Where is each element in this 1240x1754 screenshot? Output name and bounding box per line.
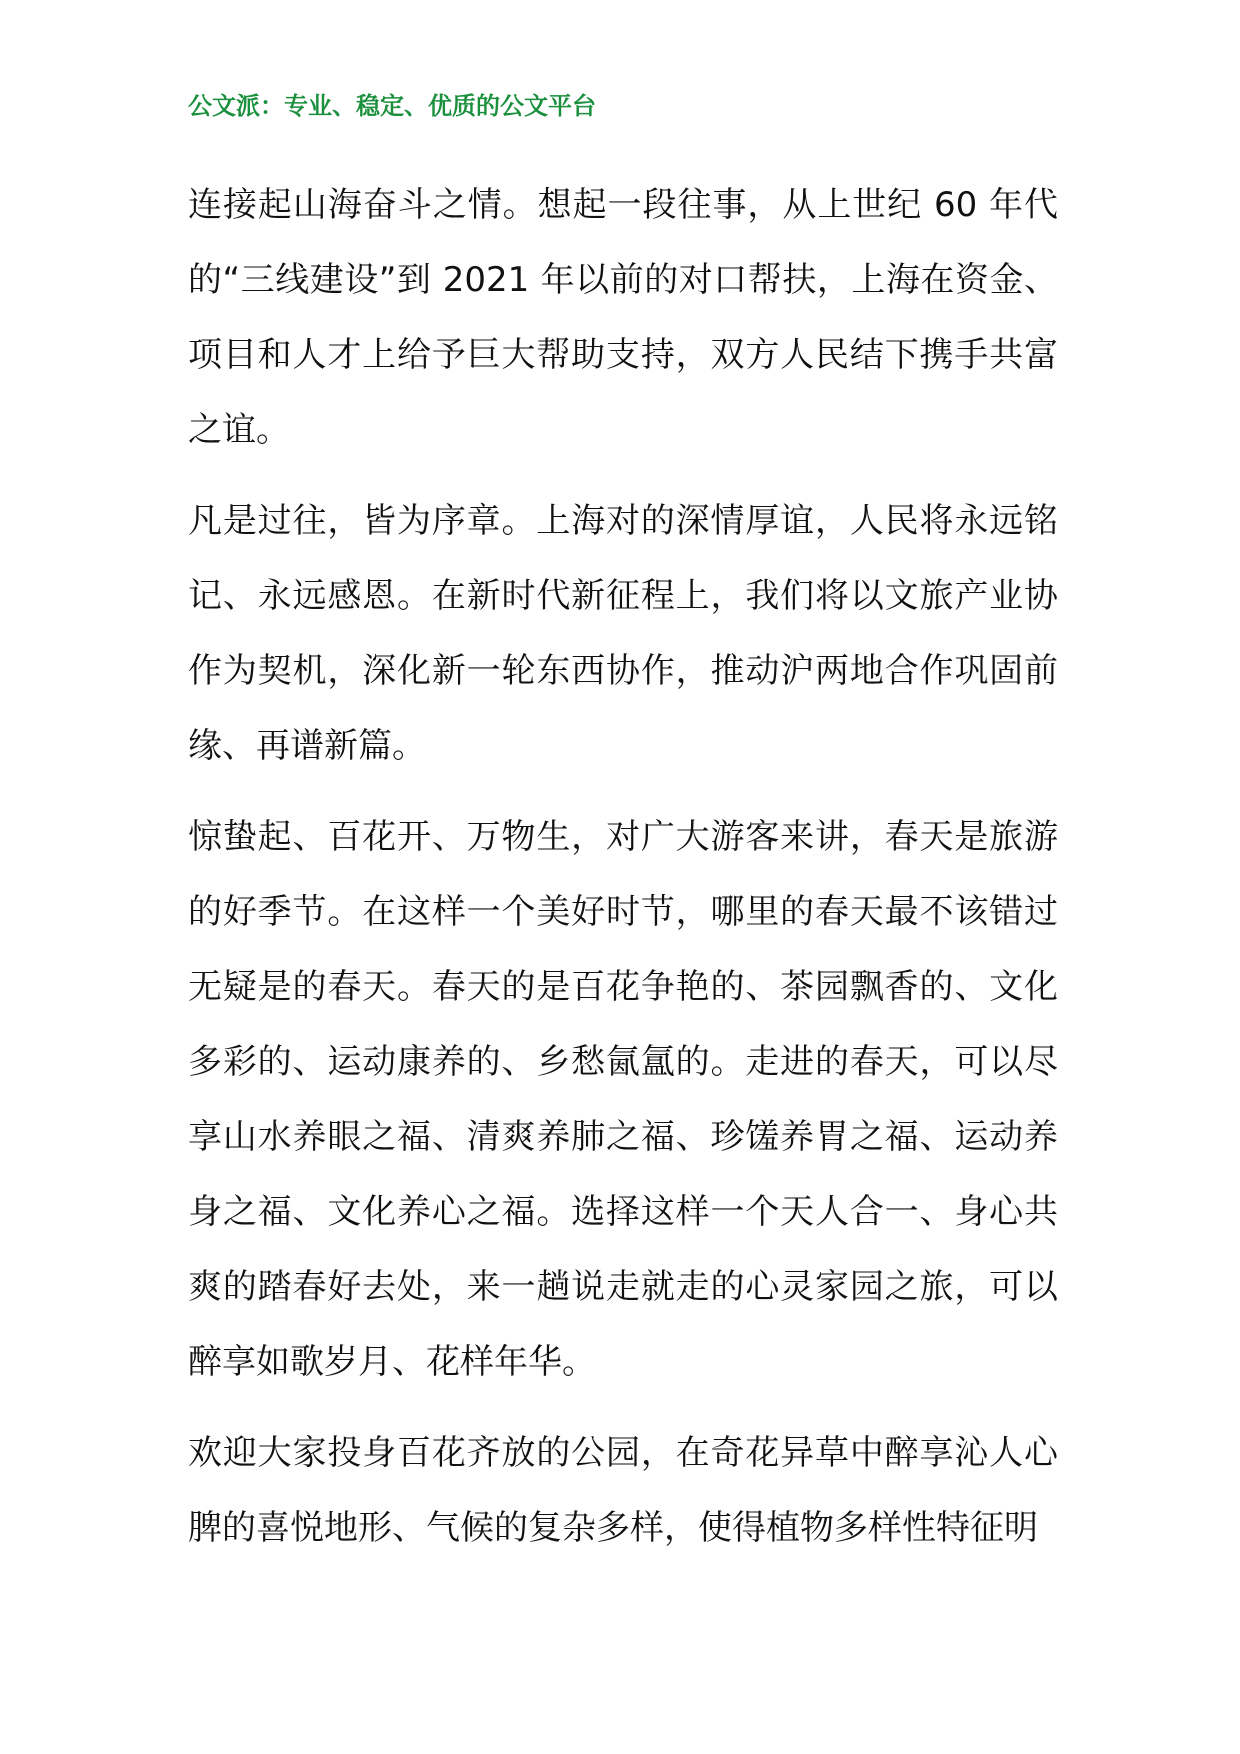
paragraph-2: 凡是过往，皆为序章。上海对的深情厚谊，人民将永远铭记、永远感恩。在新时代新征程上，我们将以文旅产业协作为契机，深化新一轮东西协作，推动沪两地合作巩固前缘、再谱新篇。 bbox=[188, 501, 1058, 766]
paragraph-4: 欢迎大家投身百花齐放的公园，在奇花异草中醉享沁人心脾的喜悦地形、气候的复杂多样，使得植物多样性特征明 bbox=[188, 1433, 1058, 1548]
header-banner: 公文派：专业、稳定、优质的公文平台 bbox=[188, 92, 596, 120]
paragraph-1: 连接起山海奋斗之情。想起一段往事，从上世纪 60 年代的“三线建设”到 2021 年以前的对口帮扶，上海在资金、项目和人才上给予巨大帮助支持，双方人民结下携手共富之谊。 bbox=[188, 185, 1058, 450]
paragraph-3: 惊蛰起、百花开、万物生，对广大游客来讲，春天是旅游的好季节。在这样一个美好时节，哪里的春天最不该错过无疑是的春天。春天的是百花争艳的、茶园飘香的、文化多彩的、运动康养的、乡愁氤氲的。走进的春天，可以尽享山水养眼之福、清爽养肺之福、珍馐养胃之福、运动养身之福、文化养心之福。选择这样一个天人合一、身心共爽的踏春好去处，来一趟说走就走的心灵家园之旅，可以醉享如歌岁月、花样年华。 bbox=[188, 817, 1058, 1382]
document-body bbox=[188, 168, 1058, 1566]
